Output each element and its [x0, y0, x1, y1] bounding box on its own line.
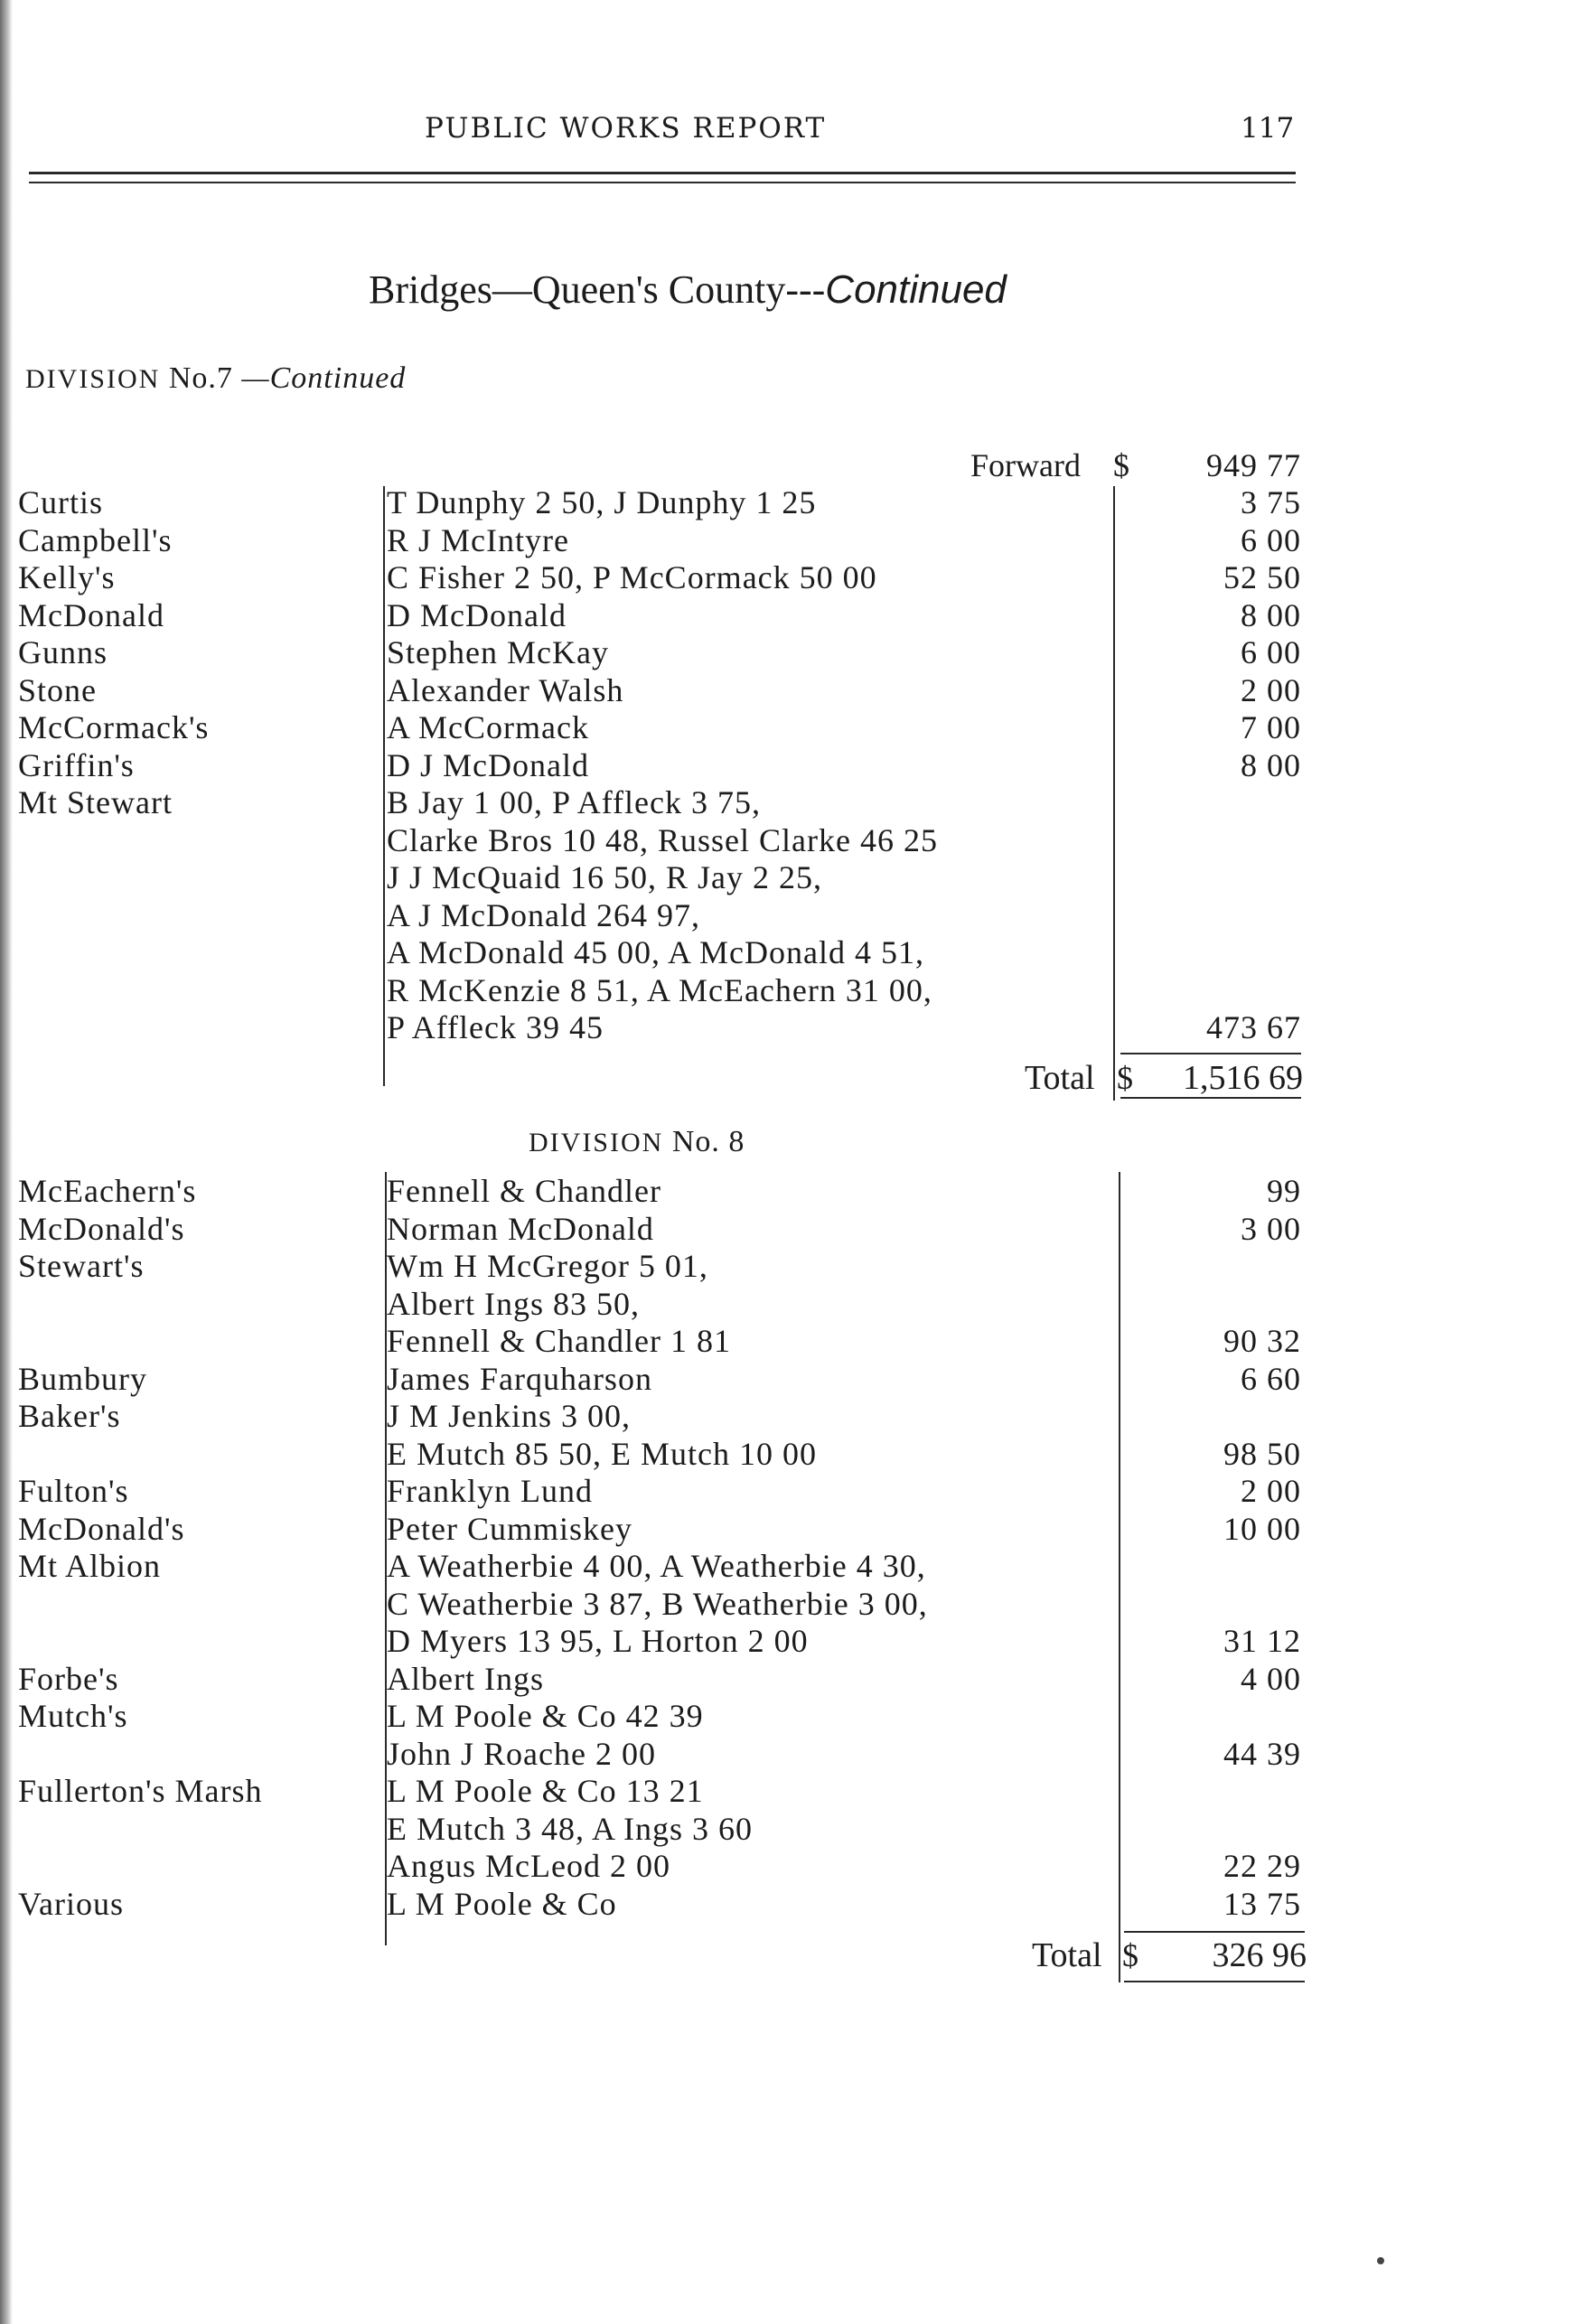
- payee-description: C Weatherbie 3 87, B Weatherbie 3 00,: [387, 1585, 928, 1622]
- payee-description: D J McDonald: [387, 746, 589, 783]
- payee-description: Angus McLeod 2 00: [387, 1848, 670, 1884]
- division-8-label: DIVISION: [529, 1128, 664, 1157]
- division-8-sum-rule: [1124, 1931, 1305, 1933]
- table-row: [0, 484, 1574, 521]
- amount: 2 00: [1241, 1473, 1301, 1509]
- table-row: [0, 672, 1574, 709]
- table-row: [0, 1511, 1574, 1548]
- division-8-number: No. 8: [671, 1125, 745, 1158]
- payee-description: B Jay 1 00, P Affleck 3 75,: [387, 784, 761, 820]
- division-7-left-rule: [383, 486, 385, 1086]
- payee-description: C Fisher 2 50, P McCormack 50 00: [387, 559, 877, 595]
- amount: 13 75: [1223, 1885, 1301, 1922]
- table-row: [0, 597, 1574, 634]
- payee-description: P Affleck 39 45: [387, 1009, 604, 1045]
- amount: 44 39: [1223, 1735, 1301, 1772]
- payee-description: A McCormack: [387, 709, 589, 745]
- table-row: [0, 1886, 1574, 1923]
- amount: 3 00: [1241, 1210, 1301, 1247]
- table-row: [0, 1661, 1574, 1698]
- amount: 4 00: [1241, 1660, 1301, 1697]
- division-8-total-rule: [1124, 1981, 1305, 1982]
- bridge-name: Baker's: [18, 1398, 121, 1434]
- amount: 8 00: [1241, 596, 1301, 633]
- amount: 6 60: [1241, 1360, 1301, 1397]
- running-header: PUBLIC WORKS REPORT: [425, 112, 827, 145]
- section-title: [369, 267, 1007, 313]
- bridge-name: Mt Albion: [18, 1548, 162, 1584]
- amount: 8 00: [1241, 746, 1301, 783]
- division-7-right-rule: [1113, 486, 1115, 1101]
- payee-description: D McDonald: [387, 596, 567, 633]
- payee-description: L M Poole & Co: [387, 1885, 617, 1922]
- bridge-name: Griffin's: [18, 746, 135, 783]
- payee-description: D Myers 13 95, L Horton 2 00: [387, 1623, 809, 1659]
- amount: 6 00: [1241, 521, 1301, 558]
- table-row: [0, 859, 1574, 896]
- page-number: 117: [1241, 112, 1295, 145]
- bridge-name: Fullerton's Marsh: [18, 1773, 263, 1809]
- payee-description: Peter Cummiskey: [387, 1510, 632, 1547]
- division-7-label: DIVISION: [25, 364, 161, 394]
- division-8-right-rule: [1119, 1172, 1120, 1982]
- table-row: [0, 1736, 1574, 1773]
- table-row: [0, 1848, 1574, 1885]
- table-row: [0, 1248, 1574, 1285]
- payee-description: L M Poole & Co 13 21: [387, 1773, 704, 1809]
- bridge-name: Gunns: [18, 634, 108, 670]
- division-7-total-currency: $: [1117, 1060, 1133, 1096]
- forward-currency: $: [1113, 447, 1129, 483]
- table-row: [0, 1436, 1574, 1473]
- payee-description: Norman McDonald: [387, 1210, 654, 1247]
- bridge-name: Fulton's: [18, 1473, 129, 1509]
- header-rule: [29, 172, 1296, 174]
- table-row: [0, 934, 1574, 971]
- amount: 52 50: [1223, 559, 1301, 595]
- payee-description: John J Roache 2 00: [387, 1735, 656, 1772]
- table-row: [0, 1286, 1574, 1323]
- bridge-name: McCormack's: [18, 709, 210, 745]
- payee-description: T Dunphy 2 50, J Dunphy 1 25: [387, 484, 817, 520]
- table-row: [0, 897, 1574, 934]
- amount: 99: [1267, 1173, 1301, 1209]
- table-row: [0, 1173, 1574, 1210]
- table-row: [0, 709, 1574, 746]
- table-row: [0, 784, 1574, 821]
- division-8-total-label: Total: [1032, 1936, 1102, 1974]
- division-7-continued: —Continued: [241, 361, 407, 395]
- division-8-total-currency: $: [1122, 1937, 1138, 1973]
- payee-description: R J McIntyre: [387, 521, 569, 558]
- division-7-number: No.7: [168, 361, 233, 395]
- table-row: [0, 1009, 1574, 1046]
- amount: 473 67: [1206, 1009, 1301, 1045]
- table-row: [0, 1811, 1574, 1848]
- division-7-heading: [25, 361, 406, 396]
- table-row: [0, 522, 1574, 559]
- table-row: [0, 1773, 1574, 1810]
- division-8-left-rule: [385, 1172, 387, 1945]
- division-8-heading: [529, 1125, 745, 1159]
- payee-description: J M Jenkins 3 00,: [387, 1398, 632, 1434]
- amount: 10 00: [1223, 1510, 1301, 1547]
- table-row: [0, 1473, 1574, 1510]
- amount: 90 32: [1223, 1323, 1301, 1359]
- section-title-continued: Continued: [825, 267, 1007, 312]
- table-row: [0, 1698, 1574, 1735]
- payee-description: A McDonald 45 00, A McDonald 4 51,: [387, 934, 924, 970]
- page-edge-shadow: [0, 0, 13, 2324]
- table-row: [0, 634, 1574, 671]
- bridge-name: McDonald's: [18, 1510, 185, 1547]
- payee-description: A J McDonald 264 97,: [387, 896, 700, 933]
- payee-description: L M Poole & Co 42 39: [387, 1698, 704, 1734]
- table-row: [0, 1323, 1574, 1360]
- payee-description: James Farquharson: [387, 1360, 652, 1397]
- amount: 7 00: [1241, 709, 1301, 745]
- payee-description: Fennell & Chandler: [387, 1173, 661, 1209]
- bridge-name: Stewart's: [18, 1248, 145, 1284]
- payee-description: E Mutch 85 50, E Mutch 10 00: [387, 1435, 817, 1472]
- bridge-name: McDonald's: [18, 1210, 185, 1247]
- amount: 2 00: [1241, 671, 1301, 708]
- payee-description: E Mutch 3 48, A Ings 3 60: [387, 1810, 754, 1847]
- amount: 3 75: [1241, 484, 1301, 520]
- bridge-name: Campbell's: [18, 521, 173, 558]
- bridge-name: Forbe's: [18, 1660, 119, 1697]
- table-row: [0, 1548, 1574, 1585]
- payee-description: R McKenzie 8 51, A McEachern 31 00,: [387, 971, 932, 1008]
- division-7-sum-rule: [1120, 1053, 1301, 1054]
- division-7-total-amount: 1,516 69: [1183, 1059, 1303, 1097]
- table-row: [0, 1623, 1574, 1660]
- table-row: [0, 1586, 1574, 1623]
- forward-amount: 949 77: [1206, 447, 1301, 483]
- amount: 31 12: [1223, 1623, 1301, 1659]
- table-row: [0, 1361, 1574, 1398]
- section-title-text: Bridges—Queen's County---: [369, 267, 826, 312]
- table-row: [0, 747, 1574, 784]
- payee-description: Fennell & Chandler 1 81: [387, 1323, 731, 1359]
- payee-description: Albert Ings 83 50,: [387, 1285, 640, 1322]
- amount: 22 29: [1223, 1848, 1301, 1884]
- payee-description: A Weatherbie 4 00, A Weatherbie 4 30,: [387, 1548, 926, 1584]
- payee-description: Wm H McGregor 5 01,: [387, 1248, 708, 1284]
- payee-description: J J McQuaid 16 50, R Jay 2 25,: [387, 859, 822, 895]
- bridge-name: Mutch's: [18, 1698, 128, 1734]
- table-row: [0, 1211, 1574, 1248]
- bridge-name: McEachern's: [18, 1173, 197, 1209]
- bridge-name: Stone: [18, 671, 98, 708]
- header-rule-thin: [29, 182, 1296, 183]
- ink-speck: [1377, 2257, 1384, 2264]
- payee-description: Albert Ings: [387, 1660, 544, 1697]
- payee-description: Clarke Bros 10 48, Russel Clarke 46 25: [387, 821, 938, 858]
- amount: 6 00: [1241, 634, 1301, 670]
- table-row: [0, 972, 1574, 1009]
- forward-row: [0, 447, 1574, 484]
- table-row: [0, 1398, 1574, 1435]
- division-7-total-label: Total: [1025, 1059, 1095, 1097]
- table-row: [0, 822, 1574, 859]
- bridge-name: McDonald: [18, 596, 164, 633]
- division-8-total-amount: 326 96: [1212, 1936, 1307, 1974]
- bridge-name: Various: [18, 1885, 124, 1922]
- division-7-total-rule: [1120, 1097, 1301, 1099]
- payee-description: Alexander Walsh: [387, 671, 624, 708]
- payee-description: Franklyn Lund: [387, 1473, 593, 1509]
- table-row: [0, 559, 1574, 596]
- forward-label: Forward: [970, 447, 1081, 483]
- bridge-name: Mt Stewart: [18, 784, 173, 820]
- amount: 98 50: [1223, 1435, 1301, 1472]
- bridge-name: Kelly's: [18, 559, 116, 595]
- bridge-name: Curtis: [18, 484, 104, 520]
- payee-description: Stephen McKay: [387, 634, 609, 670]
- bridge-name: Bumbury: [18, 1360, 148, 1397]
